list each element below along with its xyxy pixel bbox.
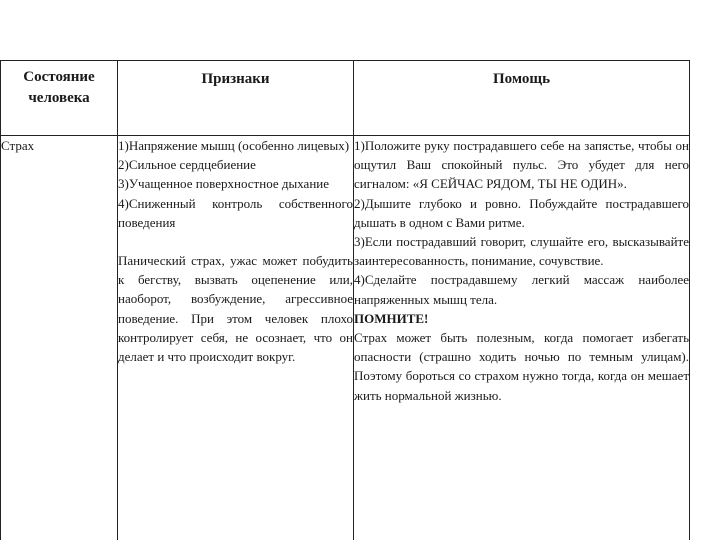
state-cell: Страх	[1, 136, 118, 540]
header-help: Помощь	[354, 61, 690, 136]
help-step: 4)Сделайте пострадавшему легкий массаж наиболее напряженных мышц тела.	[354, 272, 689, 307]
header-row	[1, 61, 690, 136]
sign-item: 3)Учащенное поверхностное дыхание	[118, 176, 330, 192]
sign-item: 4)Сниженный контроль собственного поведения	[118, 195, 353, 230]
header-state	[1, 61, 118, 136]
header-signs: Признаки	[118, 61, 354, 136]
sign-item: 2)Сильное сердцебиение	[118, 157, 256, 173]
remember-label: ПОМНИТЕ!	[354, 310, 429, 326]
header-state-line2: человека	[28, 90, 90, 106]
panic-description: Панический страх, ужас может побудить к бегству, вызвать оцепенение или, наоборот, возбуждение, агрессивное поведение. При этом человек плохо контролирует себя, не осознает, что он делает и что происходит вокруг.	[118, 253, 353, 365]
sign-item: 1)Напряжение мышц (особенно лицевых)	[118, 138, 350, 153]
help-step: 2)Дышите глубоко и ровно. Побуждайте пострадавшего дышать в одном с Вами ритме.	[354, 195, 689, 230]
memo-table	[0, 60, 690, 540]
signs-cell	[118, 136, 354, 540]
header-state-line1: Состояние	[23, 69, 95, 85]
remember-text: Страх может быть полезным, когда помогает избегать опасности (страшно ходить ночью по темным улицам). Поэтому бороться со страхом нужно тогда, когда он мешает жить нормальной жизнью.	[354, 330, 689, 403]
help-cell	[354, 136, 690, 540]
table-row	[1, 136, 690, 540]
help-step: 3)Если пострадавший говорит, слушайте его, высказывайте заинтересованность, понимание, сочувствие.	[354, 234, 689, 269]
help-step: 1)Положите руку пострадавшего себе на запястье, чтобы он ощутил Ваш спокойный пульс. Это убудет для него сигналом: «Я СЕЙЧАС РЯДОМ, ТЫ НЕ ОДИН».	[354, 138, 689, 192]
